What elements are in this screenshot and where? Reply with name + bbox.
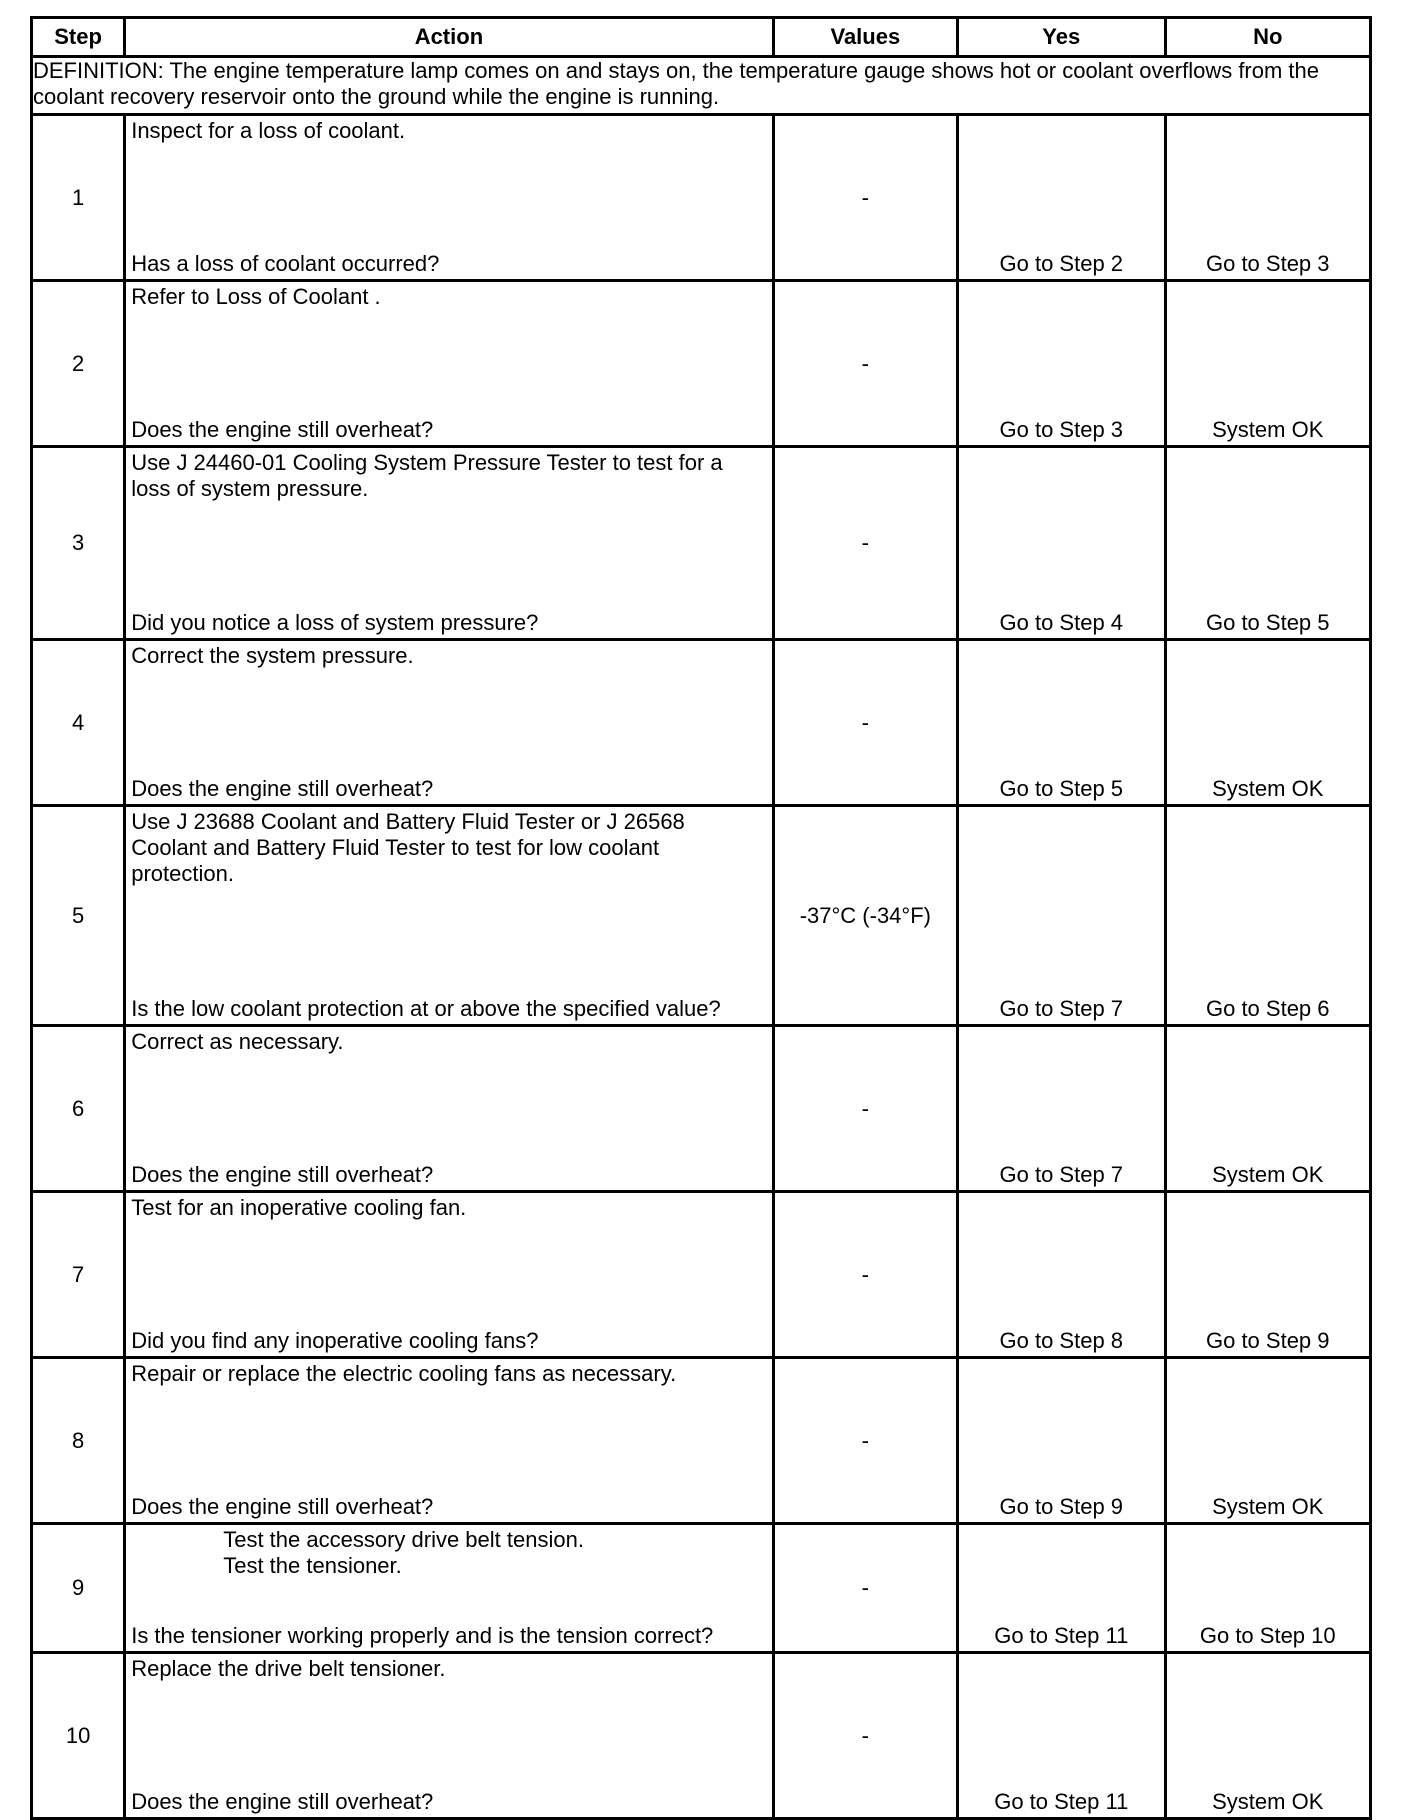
step-number: 2 bbox=[32, 281, 125, 447]
yes-cell: Go to Step 3 bbox=[958, 281, 1165, 447]
value-cell: - bbox=[773, 447, 957, 640]
action-instruction: Use J 24460-01 Cooling System Pressure Tester to test for a loss of system pressure. bbox=[131, 450, 723, 501]
value-cell: - bbox=[773, 1192, 957, 1358]
action-cell bbox=[125, 447, 773, 640]
action-instructions bbox=[131, 809, 765, 887]
action-instruction: Refer to Loss of Coolant . bbox=[131, 284, 381, 309]
header-action: Action bbox=[125, 18, 773, 57]
action-instructions bbox=[131, 1527, 765, 1579]
action-instructions bbox=[131, 1361, 765, 1387]
action-question: Does the engine still overheat? bbox=[131, 1162, 434, 1187]
yes-cell: Go to Step 4 bbox=[958, 447, 1165, 640]
action-instruction: Test the accessory drive belt tension. bbox=[223, 1527, 584, 1552]
action-cell bbox=[125, 1192, 773, 1358]
action-instruction: Inspect for a loss of coolant. bbox=[131, 118, 406, 143]
header-no: No bbox=[1165, 18, 1371, 57]
action-instructions bbox=[131, 450, 765, 502]
yes-cell: Go to Step 7 bbox=[958, 1026, 1165, 1192]
value-cell: - bbox=[773, 1524, 957, 1653]
table-row bbox=[32, 640, 1371, 806]
action-instructions bbox=[131, 1195, 765, 1221]
definition-text: DEFINITION: The engine temperature lamp comes on and stays on, the temperature gauge shows hot or coolant overflows from the coolant recovery reservoir onto the ground while the engine is running. bbox=[32, 57, 1371, 115]
action-cell bbox=[125, 115, 773, 281]
action-instruction: Test the tensioner. bbox=[223, 1553, 402, 1578]
value-cell: - bbox=[773, 1653, 957, 1819]
value-cell: - bbox=[773, 115, 957, 281]
no-cell: System OK bbox=[1165, 1358, 1371, 1524]
yes-cell: Go to Step 11 bbox=[958, 1653, 1165, 1819]
yes-cell: Go to Step 2 bbox=[958, 115, 1165, 281]
step-number: 1 bbox=[32, 115, 125, 281]
action-instruction: Correct the system pressure. bbox=[131, 643, 414, 668]
step-number: 5 bbox=[32, 806, 125, 1026]
no-cell: System OK bbox=[1165, 1026, 1371, 1192]
no-cell: System OK bbox=[1165, 640, 1371, 806]
action-cell bbox=[125, 806, 773, 1026]
action-cell bbox=[125, 1653, 773, 1819]
no-cell: Go to Step 9 bbox=[1165, 1192, 1371, 1358]
value-cell: - bbox=[773, 281, 957, 447]
diagnostic-table bbox=[30, 16, 1372, 1820]
action-instruction: Repair or replace the electric cooling fans as necessary. bbox=[131, 1361, 677, 1386]
action-cell bbox=[125, 281, 773, 447]
yes-cell: Go to Step 5 bbox=[958, 640, 1165, 806]
value-cell: -37°C (-34°F) bbox=[773, 806, 957, 1026]
step-number: 4 bbox=[32, 640, 125, 806]
action-question: Is the low coolant protection at or above the specified value? bbox=[131, 996, 721, 1021]
action-question: Is the tensioner working properly and is the tension correct? bbox=[131, 1623, 714, 1648]
table-row bbox=[32, 1192, 1371, 1358]
table-row bbox=[32, 806, 1371, 1026]
action-instructions bbox=[131, 1656, 765, 1682]
no-cell: Go to Step 10 bbox=[1165, 1524, 1371, 1653]
table-row bbox=[32, 281, 1371, 447]
value-cell: - bbox=[773, 1358, 957, 1524]
header-yes: Yes bbox=[958, 18, 1165, 57]
table-row bbox=[32, 1524, 1371, 1653]
no-cell: Go to Step 6 bbox=[1165, 806, 1371, 1026]
yes-cell: Go to Step 7 bbox=[958, 806, 1165, 1026]
yes-cell: Go to Step 9 bbox=[958, 1358, 1165, 1524]
step-number: 8 bbox=[32, 1358, 125, 1524]
table-row bbox=[32, 447, 1371, 640]
action-instruction: Test for an inoperative cooling fan. bbox=[131, 1195, 467, 1220]
no-cell: Go to Step 5 bbox=[1165, 447, 1371, 640]
step-number: 9 bbox=[32, 1524, 125, 1653]
action-question: Does the engine still overheat? bbox=[131, 1789, 434, 1814]
action-question: Does the engine still overheat? bbox=[131, 417, 434, 442]
action-instruction: Replace the drive belt tensioner. bbox=[131, 1656, 446, 1681]
action-instruction: Correct as necessary. bbox=[131, 1029, 344, 1054]
table-row bbox=[32, 115, 1371, 281]
action-instructions bbox=[131, 284, 765, 310]
action-cell bbox=[125, 1358, 773, 1524]
action-question: Does the engine still overheat? bbox=[131, 1494, 434, 1519]
yes-cell: Go to Step 11 bbox=[958, 1524, 1165, 1653]
definition-row bbox=[32, 57, 1371, 115]
action-instructions bbox=[131, 118, 765, 144]
step-number: 3 bbox=[32, 447, 125, 640]
action-question: Has a loss of coolant occurred? bbox=[131, 251, 440, 276]
action-instruction: Use J 23688 Coolant and Battery Fluid Tester or J 26568 Coolant and Battery Fluid Tester to test for low coolant protection. bbox=[131, 809, 685, 886]
value-cell: - bbox=[773, 640, 957, 806]
step-number: 7 bbox=[32, 1192, 125, 1358]
no-cell: System OK bbox=[1165, 1653, 1371, 1819]
no-cell: System OK bbox=[1165, 281, 1371, 447]
no-cell: Go to Step 3 bbox=[1165, 115, 1371, 281]
table-row bbox=[32, 1358, 1371, 1524]
action-question: Does the engine still overheat? bbox=[131, 776, 434, 801]
action-instructions bbox=[131, 1029, 765, 1055]
header-step: Step bbox=[32, 18, 125, 57]
step-number: 6 bbox=[32, 1026, 125, 1192]
yes-cell: Go to Step 8 bbox=[958, 1192, 1165, 1358]
action-cell bbox=[125, 640, 773, 806]
action-question: Did you find any inoperative cooling fans? bbox=[131, 1328, 539, 1353]
action-instructions bbox=[131, 643, 765, 669]
value-cell: - bbox=[773, 1026, 957, 1192]
header-row bbox=[32, 18, 1371, 57]
action-cell bbox=[125, 1524, 773, 1653]
table-row bbox=[32, 1026, 1371, 1192]
action-question: Did you notice a loss of system pressure? bbox=[131, 610, 539, 635]
step-number: 10 bbox=[32, 1653, 125, 1819]
table-row bbox=[32, 1653, 1371, 1819]
header-values: Values bbox=[773, 18, 957, 57]
action-cell bbox=[125, 1026, 773, 1192]
